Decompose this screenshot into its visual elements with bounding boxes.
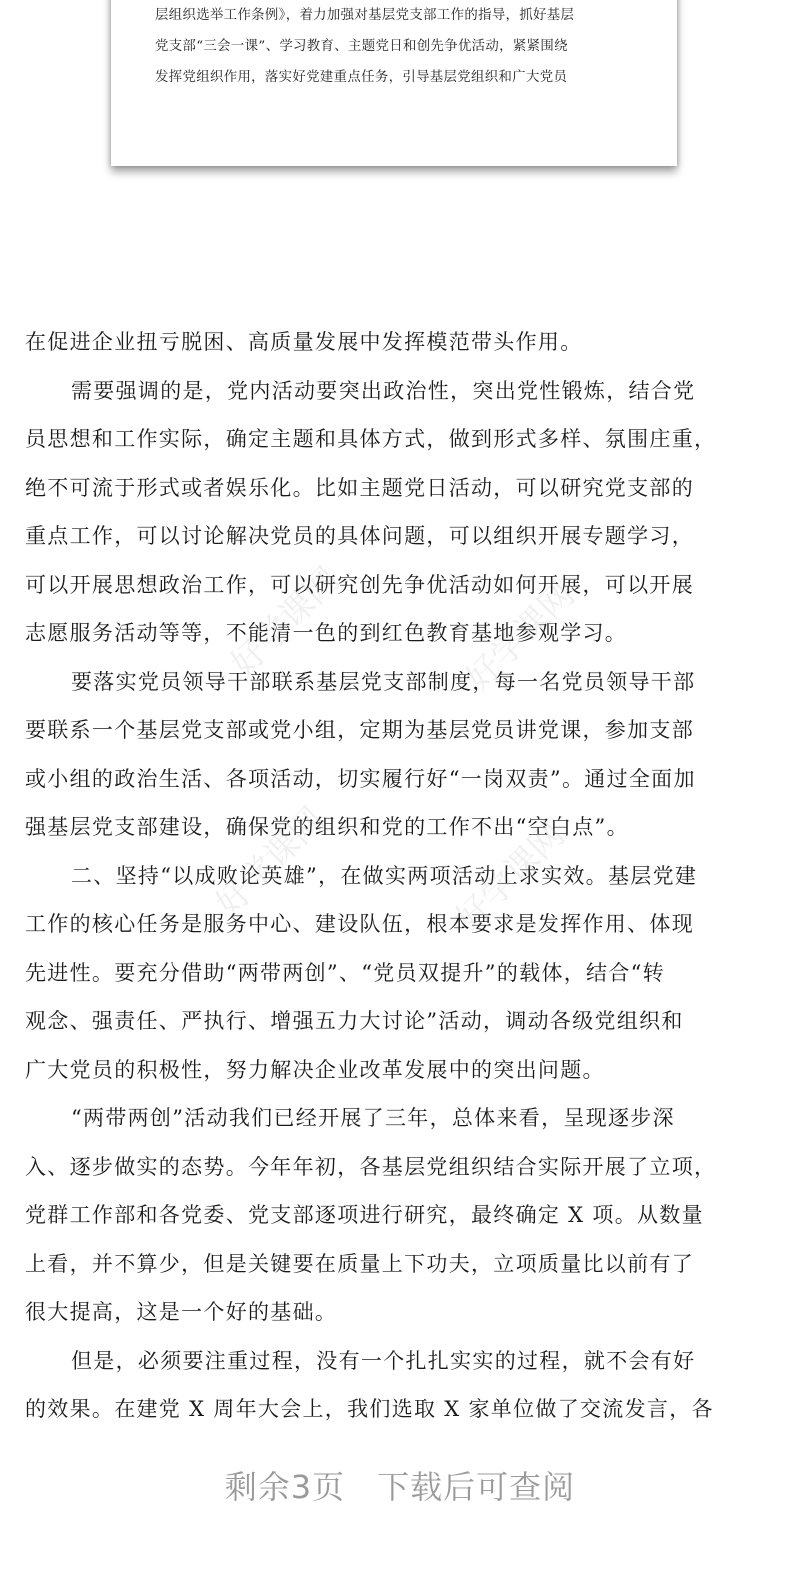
paragraph-line: 很大提高，这是一个好的基础。 — [25, 1300, 338, 1324]
paragraph-line: 员思想和工作实际，确定主题和具体方式，做到形式多样、氛围庄重， — [25, 427, 717, 451]
paragraph-line: 或小组的政治生活、各项活动，切实履行好“一岗双责”。通过全面加 — [25, 766, 696, 791]
paragraph-line: 观念、强责任、严执行、增强五力大讨论”活动，调动各级党组织和 — [25, 1009, 684, 1033]
paragraph-line: 工作的核心任务是服务中心、建设队伍，根本要求是发挥作用、体现 — [25, 912, 694, 936]
paragraph-line: “两带两创”活动我们已经开展了三年，总体来看，呈现逐步深 — [71, 1106, 675, 1130]
watermark: 好学课网 — [448, 814, 573, 940]
paragraph-line: 党群工作部和各党委、党支部逐项进行研究，最终确定 X 项。从数量 — [25, 1203, 704, 1227]
paragraph-line: 二、坚持“以成败论英雄”，在做实两项活动上求实效。基层党建 — [71, 863, 698, 888]
paragraph-line: 绝不可流于形式或者娱乐化。比如主题党日活动，可以研究党支部的 — [25, 475, 694, 500]
paragraph-line: 需要强调的是，党内活动要突出政治性，突出党性锻炼，结合党 — [71, 378, 696, 403]
paragraph-line: 志愿服务活动等等，不能清一色的到红色教育基地参观学习。 — [25, 621, 628, 645]
paragraph-line: 但是，必须要注重过程，没有一个扎扎实实的过程，就不会有好 — [71, 1348, 696, 1373]
paragraph-line: 在促进企业扭亏脱困、高质量发展中发挥模范带头作用。 — [25, 330, 583, 354]
watermark: 好学课网 — [208, 799, 333, 925]
paragraph-line: 强基层党支部建设，确保党的组织和党的工作不出“空白点”。 — [25, 815, 629, 839]
download-hint-label: 下载后可查阅 — [377, 1468, 576, 1506]
download-prompt[interactable] — [0, 1462, 800, 1508]
paragraph-line: 的效果。在建党 X 周年大会上，我们选取 X 家单位做了交流发言，各 — [25, 1397, 714, 1421]
paragraph-line: 上看，并不算少，但是关键要在质量上下功夫，立项质量比以前有了 — [25, 1251, 694, 1276]
preview-line: 发挥党组织作用，落实好党建重点任务，引导基层党组织和广大党员 — [155, 70, 568, 85]
paragraph-line: 可以开展思想政治工作，可以研究创先争优活动如何开展，可以开展 — [25, 572, 694, 597]
paragraph-line: 广大党员的积极性，努力解决企业改革发展中的突出问题。 — [25, 1057, 605, 1082]
paragraph-line: 入、逐步做实的态势。今年年初，各基层党组织结合实际开展了立项， — [25, 1154, 717, 1179]
paragraph-line: 要落实党员领导干部联系基层党支部制度，每一名党员领导干部 — [71, 669, 696, 694]
preview-line: 层组织选举工作条例》，着力加强对基层党支部工作的指导，抓好基层 — [155, 8, 575, 23]
document-preview-card — [111, 0, 677, 166]
remaining-pages-label: 剩余3页 — [224, 1468, 346, 1506]
document-body — [25, 322, 777, 1438]
paragraph-line: 先进性。要充分借助“两带两创”、“党员双提升”的载体，结合“转 — [25, 960, 665, 985]
preview-line: 党支部“三会一课”、学习教育、主题党日和创先争优活动，紧紧围绕 — [155, 39, 568, 54]
paragraph-line: 要联系一个基层党支部或党小组，定期为基层党员讲党课，参加支部 — [25, 718, 694, 742]
watermark: 好学课网 — [223, 559, 348, 685]
paragraph-line: 重点工作，可以讨论解决党员的具体问题，可以组织开展专题学习， — [25, 524, 694, 548]
watermark: 好学课网 — [458, 574, 583, 700]
